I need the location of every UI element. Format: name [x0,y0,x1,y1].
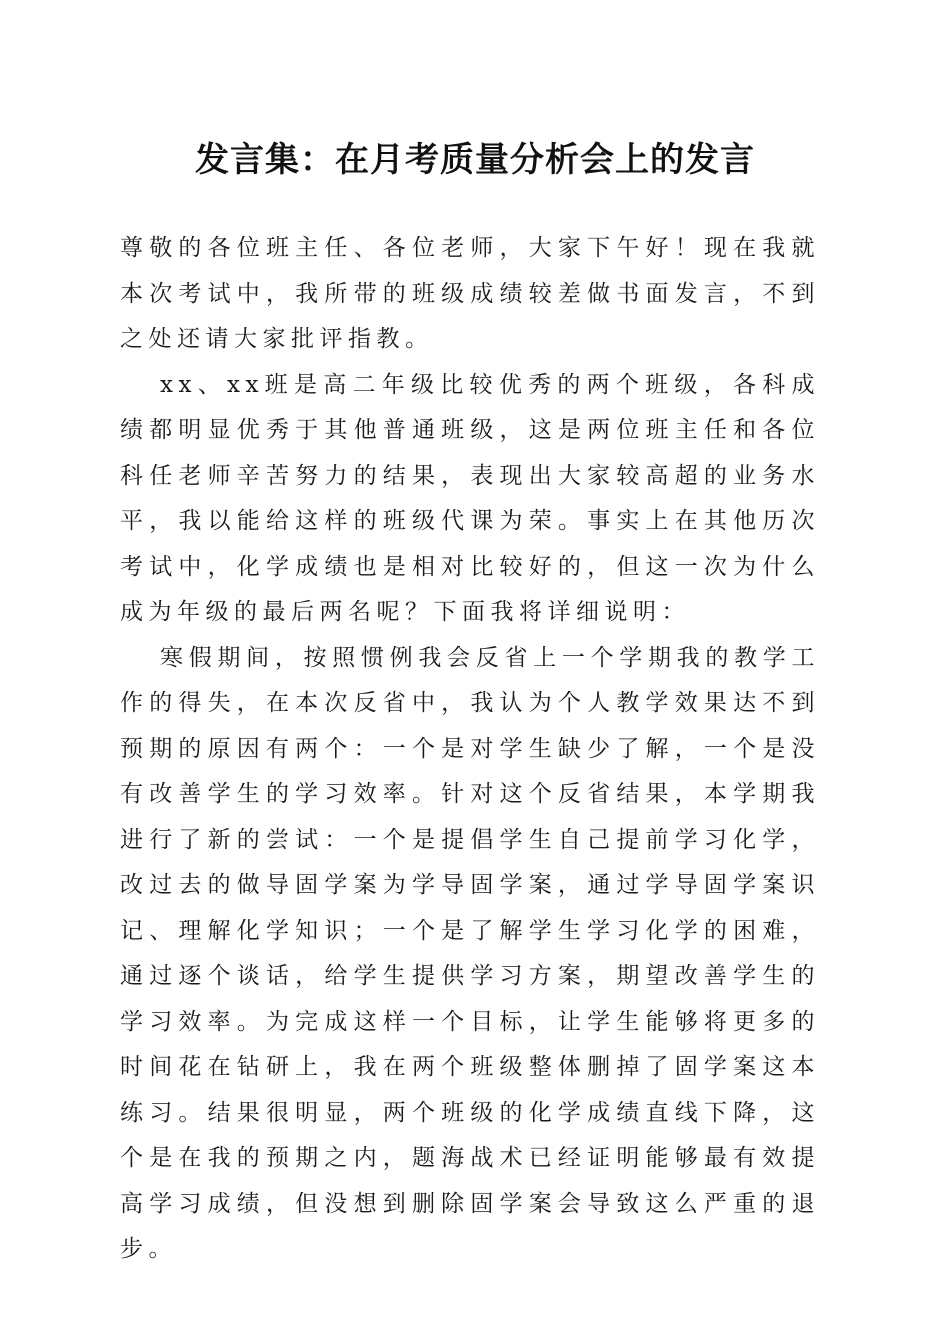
document-body [120,226,820,1273]
paragraph-class-overview: xx、xx班是高二年级比较优秀的两个班级，各科成绩都明显优秀于其他普通班级，这是两位班主任和各位科任老师辛苦努力的结果，表现出大家较高超的业务水平，我以能给这样的班级代课为荣。事实上在其他历次考试中，化学成绩也是相对比较好的，但这一次为什么成为年级的最后两名呢？下面我将详细说明： [120,371,820,625]
paragraph-greeting: 尊敬的各位班主任、各位老师，大家下午好！现在我就本次考试中，我所带的班级成绩较差做书面发言，不到之处还请大家批评指教。 [120,235,820,352]
paragraph-reflection: 寒假期间，按照惯例我会反省上一个学期我的教学工作的得失，在本次反省中，我认为个人教学效果达不到预期的原因有两个：一个是对学生缺少了解，一个是没有改善学生的学习效率。针对这个反省结果，本学期我进行了新的尝试：一个是提倡学生自己提前学习化学，改过去的做导固学案为学导固学案，通过学导固学案识记、理解化学知识；一个是了解学生学习化学的困难，通过逐个谈话，给学生提供学习方案，期望改善学生的学习效率。为完成这样一个目标，让学生能够将更多的时间花在钻研上，我在两个班级整体删掉了固学案这本练习。结果很明显，两个班级的化学成绩直线下降，这个是在我的预期之内，题海战术已经证明能够最有效提高学习成绩，但没想到删除固学案会导致这么严重的退步。 [120,644,820,1262]
document-title: 发言集：在月考质量分析会上的发言 [195,140,755,180]
